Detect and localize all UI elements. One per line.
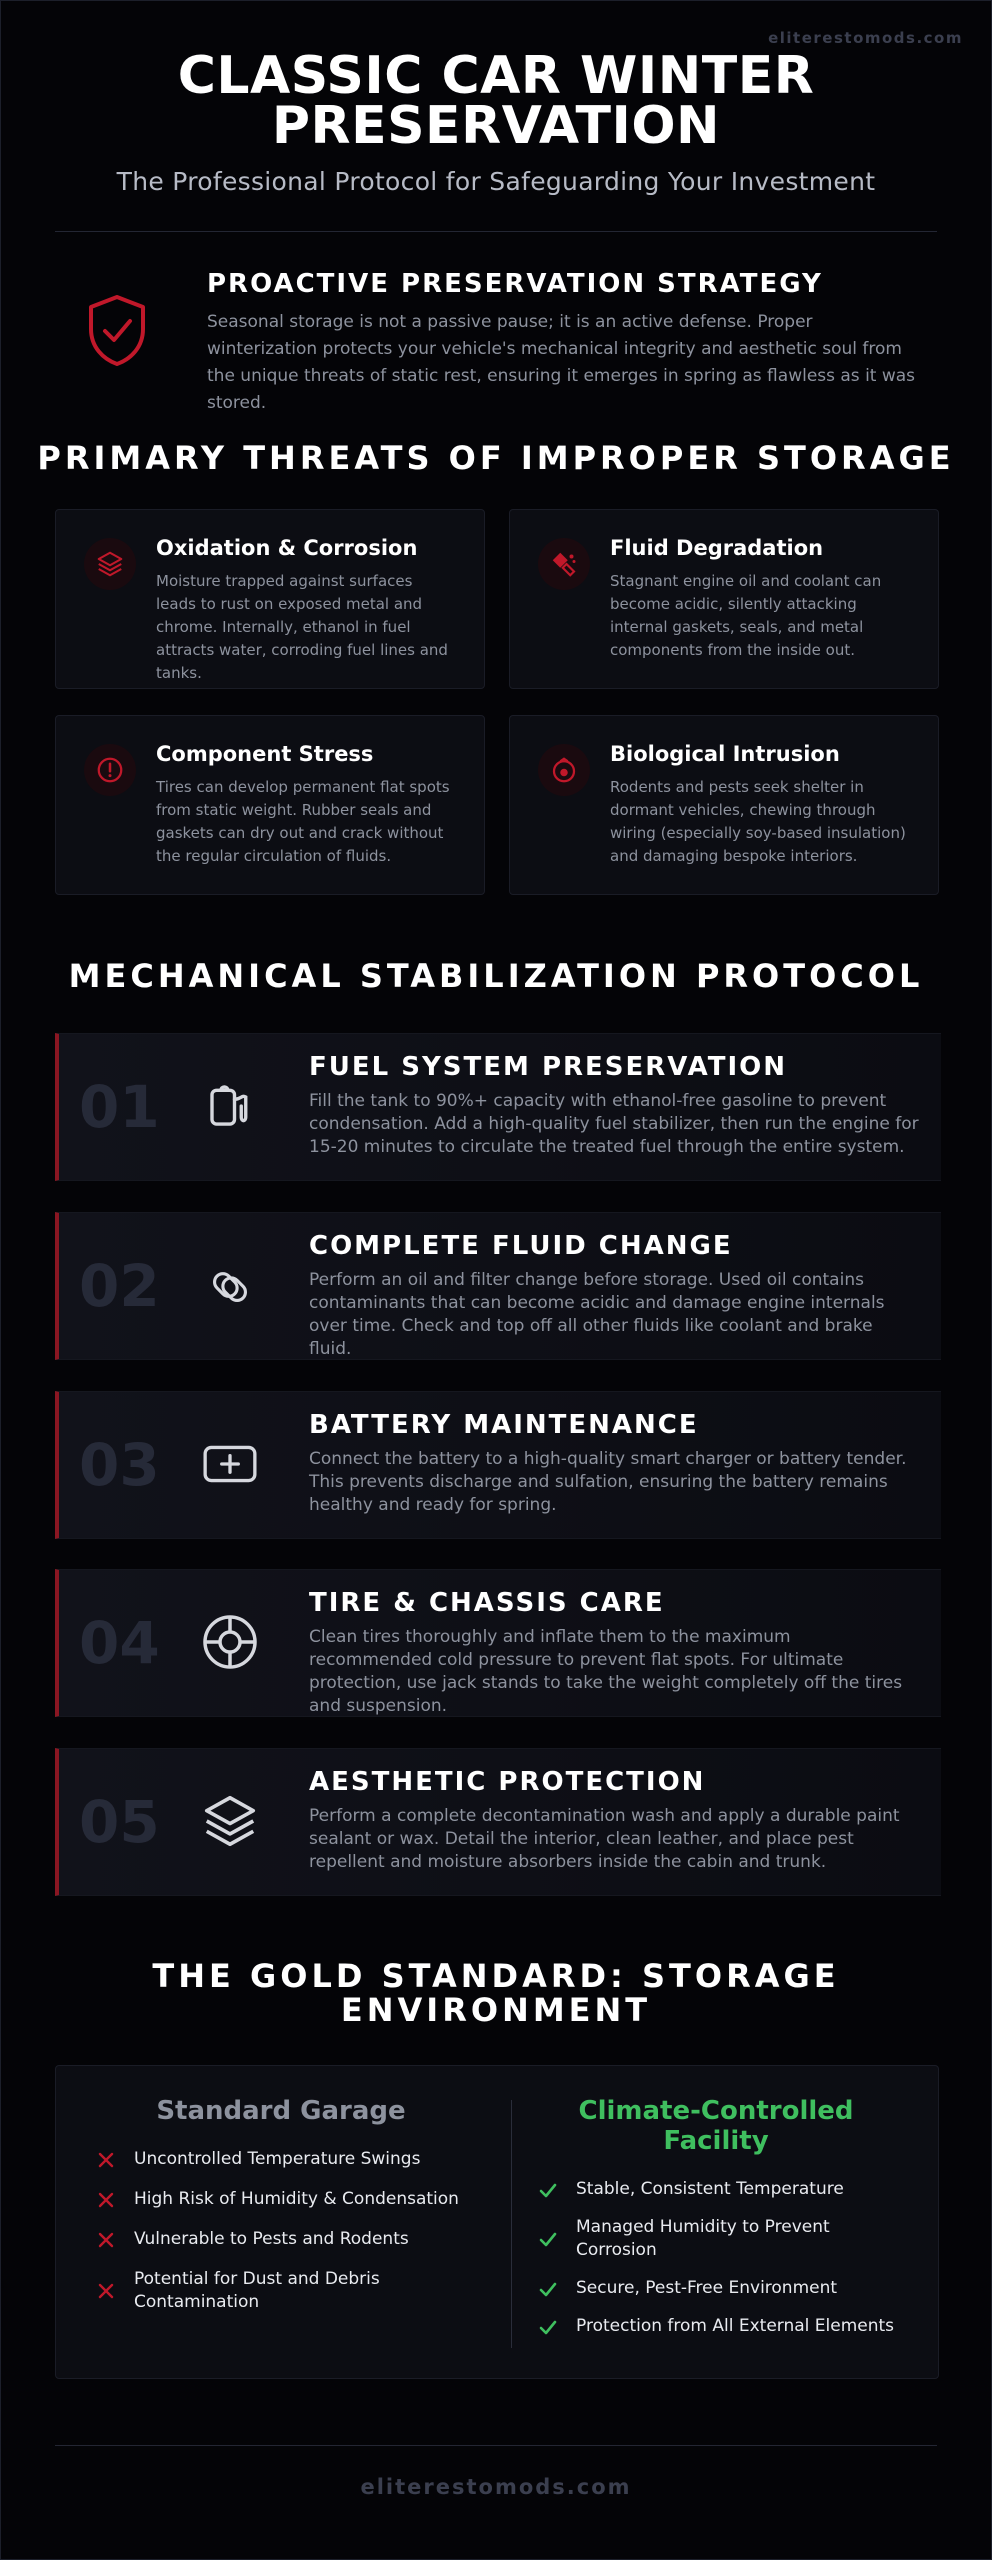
divider bbox=[55, 231, 937, 232]
threat-text: Stagnant engine oil and coolant can become acidic, silently attacking internal gaskets, seals, and metal components from the inside out. bbox=[610, 572, 882, 659]
check-icon bbox=[538, 2180, 558, 2200]
strategy-text: Seasonal storage is not a passive pause; it is an active defense. Proper winterization protects your vehicle's mechanical integrity and aesthetic soul from the unique threats of static rest, ensuring it emerges in spring as flawless as it was stored. bbox=[207, 312, 916, 413]
protocol-step bbox=[55, 1212, 941, 1360]
threat-card bbox=[55, 715, 485, 895]
list-item bbox=[96, 2228, 486, 2251]
shield-check-icon bbox=[85, 293, 149, 367]
step-text: Perform a complete decontamination wash and apply a durable paint sealant or wax. Detail the interior, clean leather, and place pest repellent and moisture absorbers inside the cabin and trunk. bbox=[309, 1806, 900, 1872]
protocol-heading: MECHANICAL STABILIZATION PROTOCOL bbox=[68, 957, 924, 995]
step-number: 02 bbox=[79, 1252, 160, 1320]
list-item bbox=[96, 2188, 486, 2211]
list-item bbox=[538, 2315, 908, 2338]
strategy-title: PROACTIVE PRESERVATION STRATEGY bbox=[207, 269, 823, 299]
bug-icon bbox=[538, 744, 590, 796]
check-icon bbox=[538, 2229, 558, 2249]
threat-text: Moisture trapped against surfaces leads to rust on exposed metal and chrome. Internally, ethanol in fuel attracts water, corroding fuel lines and tanks. bbox=[156, 572, 448, 682]
list-item-label: Stable, Consistent Temperature bbox=[576, 2179, 844, 2199]
divider bbox=[55, 2445, 937, 2446]
list-item bbox=[538, 2216, 876, 2262]
step-title: TIRE & CHASSIS CARE bbox=[309, 1588, 665, 1618]
threat-text: Tires can develop permanent flat spots from static weight. Rubber seals and gaskets can dry out and crack without the regular circulation of fluids. bbox=[156, 778, 450, 865]
x-icon bbox=[96, 2281, 116, 2301]
threat-title: Oxidation & Corrosion bbox=[156, 536, 418, 560]
check-icon bbox=[538, 2317, 558, 2337]
list-item-label: Vulnerable to Pests and Rodents bbox=[134, 2229, 409, 2249]
list-item-label: High Risk of Humidity & Condensation bbox=[134, 2189, 459, 2209]
environment-heading: THE GOLD STANDARD: STORAGE ENVIRONMENT bbox=[152, 1957, 840, 2029]
oil-drop-icon bbox=[197, 1255, 263, 1315]
page-subtitle: The Professional Protocol for Safeguarding Your Investment bbox=[116, 167, 876, 196]
list-item bbox=[96, 2268, 454, 2314]
list-item-label: Uncontrolled Temperature Swings bbox=[134, 2149, 421, 2169]
step-text: Clean tires thoroughly and inflate them to the maximum recommended cold pressure to prevent flat spots. For ultimate protection, use jack stands to take the weight completely off the tires and suspension. bbox=[309, 1627, 903, 1716]
flask-icon bbox=[538, 538, 590, 590]
alert-circle-icon bbox=[84, 744, 136, 796]
step-number: 03 bbox=[79, 1431, 160, 1499]
threat-title: Component Stress bbox=[156, 742, 374, 766]
climate-facility-title: Climate-Controlled Facility bbox=[578, 2096, 854, 2156]
threat-title: Fluid Degradation bbox=[610, 536, 824, 560]
tire-icon bbox=[197, 1612, 263, 1672]
x-icon bbox=[96, 2230, 116, 2250]
climate-facility-list bbox=[538, 2178, 908, 2338]
column-divider bbox=[511, 2100, 512, 2348]
layers-icon bbox=[197, 1791, 263, 1851]
step-number: 01 bbox=[79, 1073, 160, 1141]
threat-card bbox=[509, 509, 939, 689]
threat-title: Biological Intrusion bbox=[610, 742, 840, 766]
threat-text: Rodents and pests seek shelter in dormant vehicles, chewing through wiring (especially soy-based insulation) and damaging bespoke interiors. bbox=[610, 778, 906, 865]
x-icon bbox=[96, 2150, 116, 2170]
step-number: 04 bbox=[79, 1609, 160, 1677]
battery-icon bbox=[197, 1434, 263, 1494]
protocol-step bbox=[55, 1748, 941, 1896]
threat-card bbox=[55, 509, 485, 689]
layers-icon bbox=[84, 538, 136, 590]
step-title: FUEL SYSTEM PRESERVATION bbox=[309, 1052, 788, 1082]
step-number: 05 bbox=[79, 1788, 160, 1856]
threats-heading: PRIMARY THREATS OF IMPROPER STORAGE bbox=[37, 439, 955, 477]
list-item-label: Managed Humidity to Prevent Corrosion bbox=[576, 2217, 830, 2260]
step-text: Perform an oil and filter change before storage. Used oil contains contaminants that can become acidic and damage engine internals over time. Check and top off all other fluids like coolant and brake fluid. bbox=[309, 1270, 885, 1359]
list-item bbox=[538, 2277, 908, 2300]
list-item-label: Protection from All External Elements bbox=[576, 2316, 895, 2336]
brand-watermark: eliterestomods.com bbox=[768, 29, 963, 47]
list-item-label: Potential for Dust and Debris Contamination bbox=[134, 2269, 380, 2312]
step-title: COMPLETE FLUID CHANGE bbox=[309, 1231, 733, 1261]
standard-garage-title: Standard Garage bbox=[156, 2096, 406, 2126]
list-item-label: Secure, Pest-Free Environment bbox=[576, 2278, 838, 2298]
storage-comparison bbox=[55, 2065, 939, 2379]
x-icon bbox=[96, 2190, 116, 2210]
page-title: CLASSIC CAR WINTER PRESERVATION bbox=[177, 46, 815, 156]
check-icon bbox=[538, 2279, 558, 2299]
standard-garage-list bbox=[96, 2148, 486, 2314]
step-title: AESTHETIC PROTECTION bbox=[309, 1767, 706, 1797]
fuel-pump-icon bbox=[197, 1076, 263, 1136]
protocol-step bbox=[55, 1033, 941, 1181]
list-item bbox=[538, 2178, 908, 2201]
footer-brand: eliterestomods.com bbox=[360, 2475, 632, 2499]
step-text: Fill the tank to 90%+ capacity with ethanol-free gasoline to prevent condensation. Add a high-quality fuel stabilizer, then run the engine for 15-20 minutes to circulate the treated fuel through the entire system. bbox=[309, 1091, 919, 1157]
list-item bbox=[96, 2148, 486, 2171]
threat-card bbox=[509, 715, 939, 895]
step-title: BATTERY MAINTENANCE bbox=[309, 1410, 699, 1440]
step-text: Connect the battery to a high-quality smart charger or battery tender. This prevents discharge and sulfation, ensuring the battery remains healthy and ready for spring. bbox=[309, 1449, 907, 1515]
protocol-step bbox=[55, 1569, 941, 1717]
protocol-step bbox=[55, 1391, 941, 1539]
